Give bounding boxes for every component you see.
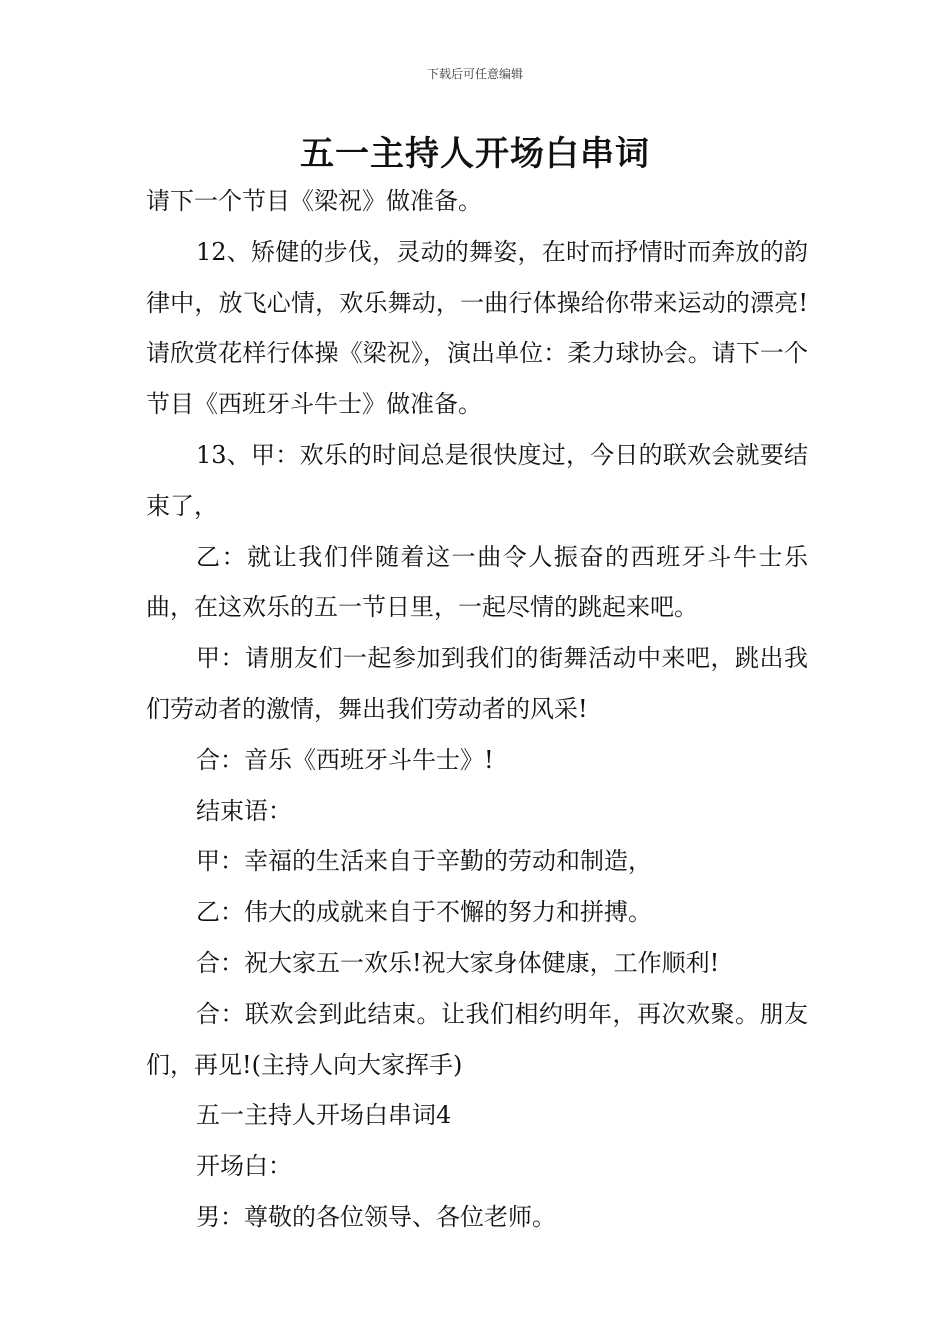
paragraph: 结束语： [196,796,292,825]
paragraph: 合：祝大家五一欢乐!祝大家身体健康，工作顺利! [196,948,720,977]
paragraph: 男：尊敬的各位领导、各位老师。 [196,1202,556,1231]
document-body [146,176,808,1243]
paragraph: 合：音乐《西班牙斗牛士》! [196,745,494,774]
paragraph: 五一主持人开场白串词4 [196,1101,452,1130]
document-title: 五一主持人开场白串词 [300,134,650,174]
paragraph: 请下一个节目《梁祝》做准备。 [146,187,482,215]
paragraph: 合：联欢会到此结束。让我们相约明年，再次欢聚。朋友们，再见!(主持人向大家挥手) [146,999,808,1079]
header-note: 下载后可任意编辑 [426,67,523,81]
paragraph: 开场白： [196,1152,292,1181]
paragraph: 12、矫健的步伐，灵动的舞姿，在时而抒情时而奔放的韵律中，放飞心情，欢乐舞动，一曲行体操给你带来运动的漂亮!请欣赏花样行体操《梁祝》，演出单位：柔力球协会。请下一个节目《西班牙斗牛士》做准备。 [146,237,808,419]
paragraph: 甲：请朋友们一起参加到我们的街舞活动中来吧，跳出我们劳动者的激情，舞出我们劳动者的风采! [146,644,808,723]
paragraph: 13、甲：欢乐的时间总是很快度过，今日的联欢会就要结束了， [146,440,808,520]
paragraph: 乙：伟大的成就来自于不懈的努力和拼搏。 [196,898,652,927]
paragraph: 甲：幸福的生活来自于辛勤的劳动和制造， [196,847,652,876]
paragraph: 乙：就让我们伴随着这一曲令人振奋的西班牙斗牛士乐曲，在这欢乐的五一节日里，一起尽情的跳起来吧。 [146,542,808,622]
